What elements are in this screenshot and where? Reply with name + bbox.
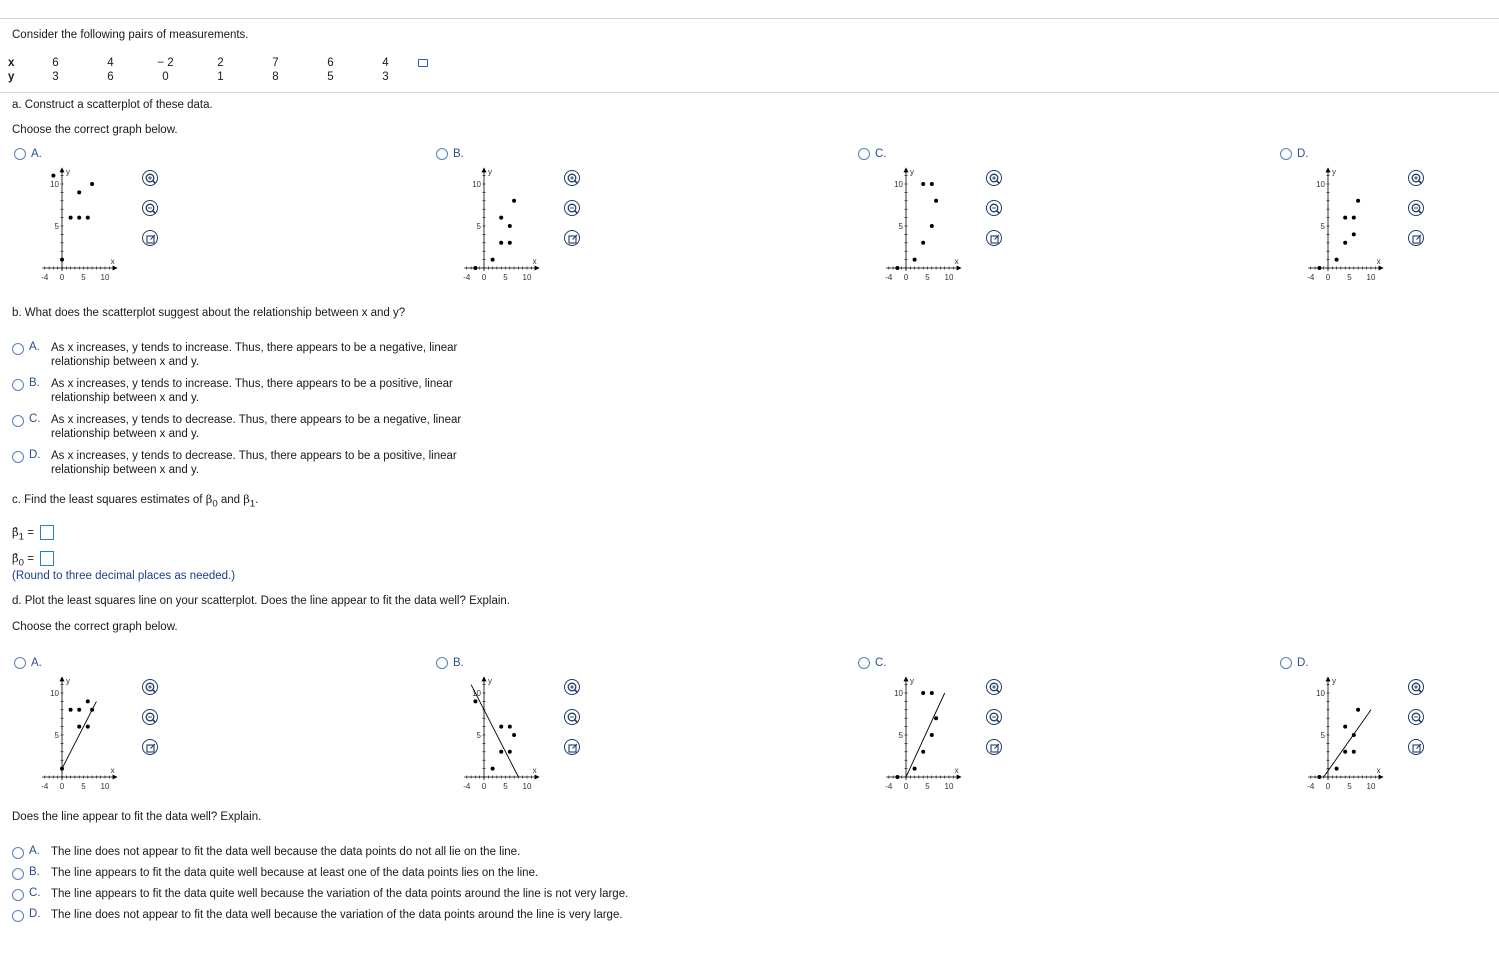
x-tick-label: 10 <box>100 782 110 791</box>
popout-icon[interactable] <box>142 739 158 755</box>
graph-canvas <box>30 675 142 801</box>
equals-sign: = <box>27 527 34 539</box>
option-text <box>51 377 453 405</box>
y-axis-label: y <box>488 676 492 686</box>
x-tick-label: 5 <box>1347 782 1352 791</box>
part-b-option-d[interactable] <box>12 449 461 477</box>
data-point <box>491 767 495 771</box>
data-point <box>77 708 81 712</box>
data-point <box>508 750 512 754</box>
zoom-out-icon[interactable] <box>564 709 580 725</box>
intro-text: Consider the following pairs of measurements. <box>12 29 249 41</box>
option-letter: C. <box>875 148 887 160</box>
data-point <box>86 725 90 729</box>
data-point <box>499 216 503 220</box>
x-tick-label: -4 <box>41 273 49 282</box>
part-b-option-b[interactable] <box>12 377 461 405</box>
data-point <box>90 708 94 712</box>
y-cell: 6 <box>107 71 114 83</box>
x-cell: 6 <box>327 57 334 69</box>
radio-button[interactable] <box>12 868 24 880</box>
x-tick-label: 0 <box>1325 782 1331 791</box>
data-point <box>1352 750 1356 754</box>
option-text: The line appears to fit the data quite well because the variation of the data points around the line is not very large. <box>51 888 629 900</box>
data-point <box>90 182 94 186</box>
y-tick-label: 10 <box>894 180 903 189</box>
beta1-row <box>12 525 34 542</box>
data-point <box>930 182 934 186</box>
y-axis-arrow <box>482 167 487 172</box>
y-axis-arrow <box>904 167 909 172</box>
beta-symbol: β <box>205 492 213 506</box>
popout-icon[interactable] <box>1408 739 1424 755</box>
option-letter: C. <box>29 413 41 425</box>
y-cell: 3 <box>52 71 59 83</box>
data-point <box>1356 708 1360 712</box>
y-axis-label: y <box>1332 676 1336 686</box>
data-point <box>491 258 495 262</box>
x-axis-arrow <box>957 775 962 780</box>
beta1-hat-symbol: β̂ <box>12 525 19 539</box>
option-line: As x increases, y tends to increase. Thus, there appears to be a negative, linear <box>51 342 458 354</box>
data-point <box>1343 750 1347 754</box>
y-row <box>8 70 413 84</box>
option-letter: B. <box>29 866 40 878</box>
question-text: and <box>217 494 244 506</box>
y-axis-label: y <box>910 676 914 686</box>
option-line: As x increases, y tends to increase. Thus, there appears to be a positive, linear <box>51 378 453 390</box>
y-cell: 1 <box>217 71 224 83</box>
part-c-question <box>12 492 258 509</box>
radio-button[interactable] <box>858 148 870 160</box>
y-axis-arrow <box>60 676 65 681</box>
beta0-answer-input[interactable] <box>40 551 54 566</box>
data-point <box>86 216 90 220</box>
graph-canvas <box>874 675 986 801</box>
scatterplot-graph-b <box>452 166 592 292</box>
data-point <box>499 750 503 754</box>
data-point <box>51 174 55 178</box>
part-a-option-c[interactable] <box>858 148 887 160</box>
option-letter: A. <box>31 657 42 669</box>
option-line: relationship between x and y. <box>51 428 200 440</box>
data-point <box>69 216 73 220</box>
scatterplot-graph-a <box>30 166 170 292</box>
x-tick-label: -4 <box>463 782 471 791</box>
x-axis-label: x <box>110 257 115 266</box>
x-tick-label: 0 <box>59 273 65 282</box>
data-point <box>895 266 899 270</box>
line-graph-d <box>1296 675 1436 801</box>
popout-icon[interactable] <box>142 230 158 246</box>
y-axis-arrow <box>60 167 65 172</box>
data-point <box>921 750 925 754</box>
option-text <box>51 341 457 369</box>
zoom-in-icon[interactable] <box>564 170 580 186</box>
part-b-option-c[interactable] <box>12 413 461 441</box>
option-letter: A. <box>29 341 40 353</box>
x-axis-label: x <box>1376 257 1381 266</box>
x-tick-label: -4 <box>885 782 893 791</box>
question-text: c. Find the least squares estimates of <box>12 494 206 506</box>
x-tick-label: -4 <box>1307 273 1315 282</box>
y-axis-label: y <box>66 167 70 177</box>
beta0-row <box>12 551 34 568</box>
x-tick-label: -4 <box>463 273 471 282</box>
zoom-in-icon[interactable] <box>986 679 1002 695</box>
radio-button[interactable] <box>1280 148 1292 160</box>
y-cell: 3 <box>382 71 389 83</box>
data-point <box>934 199 938 203</box>
option-line: As x increases, y tends to decrease. Thus, there appears to be a negative, linear <box>51 414 462 426</box>
y-tick-label: 10 <box>1316 689 1325 698</box>
y-axis-label: y <box>910 167 914 177</box>
data-table <box>8 56 413 84</box>
x-tick-label: 0 <box>903 273 909 282</box>
radio-button[interactable] <box>12 910 24 922</box>
radio-button[interactable] <box>12 415 24 427</box>
part-b-option-a[interactable] <box>12 341 461 369</box>
data-point <box>930 224 934 228</box>
x-tick-label: 10 <box>100 273 110 282</box>
option-line: relationship between x and y. <box>51 392 200 404</box>
y-tick-label: 5 <box>476 222 481 231</box>
option-letter: C. <box>875 657 887 669</box>
option-line: relationship between x and y. <box>51 464 200 476</box>
part-d-instruction: Choose the correct graph below. <box>12 621 178 633</box>
graph-canvas <box>452 166 564 292</box>
part-d-option-d[interactable] <box>1280 657 1309 669</box>
graph-canvas <box>1296 675 1408 801</box>
x-axis-arrow <box>113 266 118 271</box>
x-axis-arrow <box>1379 775 1384 780</box>
x-tick-label: 0 <box>1325 273 1331 282</box>
data-point <box>921 241 925 245</box>
line-graph-a <box>30 675 170 801</box>
fit-option-c[interactable] <box>12 887 628 901</box>
option-letter: B. <box>453 148 464 160</box>
x-tick-label: -4 <box>885 273 893 282</box>
option-letter: B. <box>29 377 40 389</box>
fit-option-b[interactable] <box>12 866 628 880</box>
x-tick-label: 5 <box>503 782 508 791</box>
data-point <box>499 241 503 245</box>
data-point <box>1343 241 1347 245</box>
x-tick-label: 0 <box>903 782 909 791</box>
data-point <box>473 699 477 703</box>
x-tick-label: 5 <box>81 782 86 791</box>
y-axis-label: y <box>1332 167 1336 177</box>
data-point <box>77 725 81 729</box>
data-point <box>473 266 477 270</box>
radio-button[interactable] <box>858 657 870 669</box>
line-graph-b <box>452 675 592 801</box>
graph-canvas <box>30 166 142 292</box>
popout-icon[interactable] <box>986 739 1002 755</box>
x-axis-arrow <box>1379 266 1384 271</box>
y-tick-label: 10 <box>50 180 59 189</box>
x-row-label: x <box>8 57 15 69</box>
x-axis-arrow <box>535 266 540 271</box>
y-tick-label: 10 <box>894 689 903 698</box>
x-axis-label: x <box>110 766 115 775</box>
y-cell: 8 <box>272 71 279 83</box>
x-tick-label: -4 <box>1307 782 1315 791</box>
top-rule <box>0 18 1499 19</box>
option-letter: D. <box>29 908 41 920</box>
data-point <box>499 725 503 729</box>
popout-icon[interactable] <box>1408 230 1424 246</box>
radio-button[interactable] <box>12 847 24 859</box>
x-axis-arrow <box>957 266 962 271</box>
beta-subscript: 1 <box>18 531 24 543</box>
data-point <box>512 199 516 203</box>
zoom-in-icon[interactable] <box>142 679 158 695</box>
radio-button[interactable] <box>14 657 26 669</box>
option-letter: A. <box>29 845 40 857</box>
data-point <box>508 725 512 729</box>
radio-button[interactable] <box>1280 657 1292 669</box>
zoom-out-icon[interactable] <box>564 200 580 216</box>
data-point <box>930 691 934 695</box>
option-letter: D. <box>1297 657 1309 669</box>
x-axis-arrow <box>113 775 118 780</box>
x-tick-label: 0 <box>481 782 487 791</box>
radio-button[interactable] <box>14 148 26 160</box>
x-row <box>8 56 413 70</box>
y-tick-label: 5 <box>54 222 59 231</box>
y-axis-arrow <box>1326 676 1331 681</box>
option-line: relationship between x and y. <box>51 356 200 368</box>
data-point <box>921 691 925 695</box>
x-tick-label: 5 <box>503 273 508 282</box>
data-point <box>1335 258 1339 262</box>
line-graph-c <box>874 675 1014 801</box>
x-tick-label: 10 <box>1366 782 1376 791</box>
beta-subscript: 0 <box>18 557 24 569</box>
option-text: The line does not appear to fit the data well because the variation of the data points around the line is very large. <box>51 909 623 921</box>
data-point <box>1352 232 1356 236</box>
x-tick-label: 0 <box>59 782 65 791</box>
zoom-out-icon[interactable] <box>986 709 1002 725</box>
data-point <box>1343 725 1347 729</box>
part-d-option-a[interactable] <box>14 657 42 669</box>
data-point <box>921 182 925 186</box>
y-tick-label: 5 <box>898 222 903 231</box>
fit-option-d[interactable] <box>12 908 628 922</box>
radio-button[interactable] <box>436 148 448 160</box>
option-text: The line does not appear to fit the data well because the data points do not all lie on the line. <box>51 846 521 858</box>
y-tick-label: 5 <box>898 731 903 740</box>
x-cell: 6 <box>52 57 59 69</box>
option-letter: C. <box>29 887 41 899</box>
data-point <box>1352 733 1356 737</box>
y-row-label: y <box>8 71 15 83</box>
graph-canvas <box>874 166 986 292</box>
part-a-option-b[interactable] <box>436 148 464 160</box>
y-tick-label: 5 <box>54 731 59 740</box>
y-axis-arrow <box>482 676 487 681</box>
y-cell: 0 <box>162 71 169 83</box>
x-axis-label: x <box>954 766 959 775</box>
data-point <box>913 258 917 262</box>
data-point <box>1335 767 1339 771</box>
part-d-option-c[interactable] <box>858 657 887 669</box>
data-point <box>77 216 81 220</box>
zoom-out-icon[interactable] <box>142 200 158 216</box>
data-point <box>934 716 938 720</box>
popout-icon[interactable] <box>564 739 580 755</box>
data-point <box>86 699 90 703</box>
zoom-out-icon[interactable] <box>1408 709 1424 725</box>
popout-icon[interactable] <box>986 230 1002 246</box>
zoom-out-icon[interactable] <box>986 200 1002 216</box>
regression-line <box>1324 710 1371 777</box>
beta-subscript: 0 <box>212 498 218 510</box>
x-cell: 4 <box>382 57 389 69</box>
graph-canvas <box>452 675 564 801</box>
option-letter: D. <box>1297 148 1309 160</box>
x-tick-label: 5 <box>81 273 86 282</box>
part-d-question: d. Plot the least squares line on your scatterplot. Does the line appear to fit the data well? Explain. <box>12 595 510 607</box>
x-cell: 4 <box>107 57 114 69</box>
regression-line <box>906 693 945 777</box>
x-cell: − 2 <box>157 57 174 69</box>
part-d-explain-options <box>12 845 628 922</box>
data-point <box>60 258 64 262</box>
section-rule <box>0 92 1499 93</box>
x-tick-label: 5 <box>925 782 930 791</box>
y-tick-label: 5 <box>1320 222 1325 231</box>
x-tick-label: 10 <box>944 273 954 282</box>
data-point <box>1343 216 1347 220</box>
x-tick-label: 5 <box>925 273 930 282</box>
scatterplot-graph-d <box>1296 166 1436 292</box>
graph-canvas <box>1296 166 1408 292</box>
y-tick-label: 5 <box>476 731 481 740</box>
question-text: . <box>255 494 259 506</box>
data-point <box>895 775 899 779</box>
y-tick-label: 10 <box>1316 180 1325 189</box>
radio-button[interactable] <box>436 657 448 669</box>
part-b-question: b. What does the scatterplot suggest about the relationship between x and y? <box>12 307 406 319</box>
part-a-option-a[interactable] <box>14 148 42 160</box>
y-axis-label: y <box>488 167 492 177</box>
part-a-option-d[interactable] <box>1280 148 1309 160</box>
option-text: The line appears to fit the data quite well because at least one of the data points lies on the line. <box>51 867 539 879</box>
x-axis-label: x <box>954 257 959 266</box>
option-letter: A. <box>31 148 42 160</box>
radio-button[interactable] <box>12 343 24 355</box>
y-axis-arrow <box>904 676 909 681</box>
x-tick-label: 10 <box>944 782 954 791</box>
x-tick-label: 10 <box>522 782 532 791</box>
scatterplot-graph-c <box>874 166 1014 292</box>
rounding-note: (Round to three decimal places as needed.) <box>12 570 236 582</box>
data-point <box>1317 266 1321 270</box>
beta1-answer-input[interactable] <box>40 525 54 540</box>
part-a-instruction: Choose the correct graph below. <box>12 124 178 136</box>
x-axis-arrow <box>535 775 540 780</box>
radio-button[interactable] <box>12 379 24 391</box>
data-point <box>77 190 81 194</box>
y-cell: 5 <box>327 71 334 83</box>
zoom-in-icon[interactable] <box>1408 679 1424 695</box>
option-letter: B. <box>453 657 464 669</box>
x-tick-label: 10 <box>522 273 532 282</box>
x-tick-label: 0 <box>481 273 487 282</box>
y-axis-label: y <box>66 676 70 686</box>
x-axis-label: x <box>1376 766 1381 775</box>
data-point <box>930 733 934 737</box>
option-text <box>51 413 461 441</box>
zoom-in-icon[interactable] <box>1408 170 1424 186</box>
data-point <box>1352 216 1356 220</box>
x-tick-label: 10 <box>1366 273 1376 282</box>
x-cell: 7 <box>272 57 279 69</box>
y-tick-label: 10 <box>472 689 481 698</box>
equals-sign: = <box>27 553 34 565</box>
beta-subscript: 1 <box>249 498 256 510</box>
data-point <box>1356 199 1360 203</box>
zoom-in-icon[interactable] <box>986 170 1002 186</box>
y-tick-label: 5 <box>1320 731 1325 740</box>
x-tick-label: -4 <box>41 782 49 791</box>
x-tick-label: 5 <box>1347 273 1352 282</box>
x-cell: 2 <box>217 57 224 69</box>
copy-data-icon[interactable] <box>418 59 428 67</box>
y-axis-arrow <box>1326 167 1331 172</box>
beta-symbol: β <box>243 492 250 506</box>
zoom-in-icon[interactable] <box>564 679 580 695</box>
y-tick-label: 10 <box>472 180 481 189</box>
zoom-in-icon[interactable] <box>142 170 158 186</box>
radio-button[interactable] <box>12 451 24 463</box>
y-tick-label: 10 <box>50 689 59 698</box>
x-axis-label: x <box>532 766 537 775</box>
data-point <box>508 224 512 228</box>
data-point <box>69 708 73 712</box>
data-point <box>508 241 512 245</box>
fit-question: Does the line appear to fit the data well? Explain. <box>12 811 262 823</box>
data-point <box>512 733 516 737</box>
option-line: As x increases, y tends to decrease. Thus, there appears to be a positive, linear <box>51 450 457 462</box>
option-text <box>51 449 457 477</box>
zoom-out-icon[interactable] <box>142 709 158 725</box>
part-d-option-b[interactable] <box>436 657 464 669</box>
zoom-out-icon[interactable] <box>1408 200 1424 216</box>
data-point <box>913 767 917 771</box>
data-point <box>1317 775 1321 779</box>
data-point <box>60 767 64 771</box>
popout-icon[interactable] <box>564 230 580 246</box>
part-a-question: a. Construct a scatterplot of these data. <box>12 99 213 111</box>
radio-button[interactable] <box>12 889 24 901</box>
part-b-options <box>12 341 461 477</box>
x-axis-label: x <box>532 257 537 266</box>
beta0-hat-symbol: β̂ <box>12 551 19 565</box>
fit-option-a[interactable] <box>12 845 628 859</box>
option-letter: D. <box>29 449 41 461</box>
